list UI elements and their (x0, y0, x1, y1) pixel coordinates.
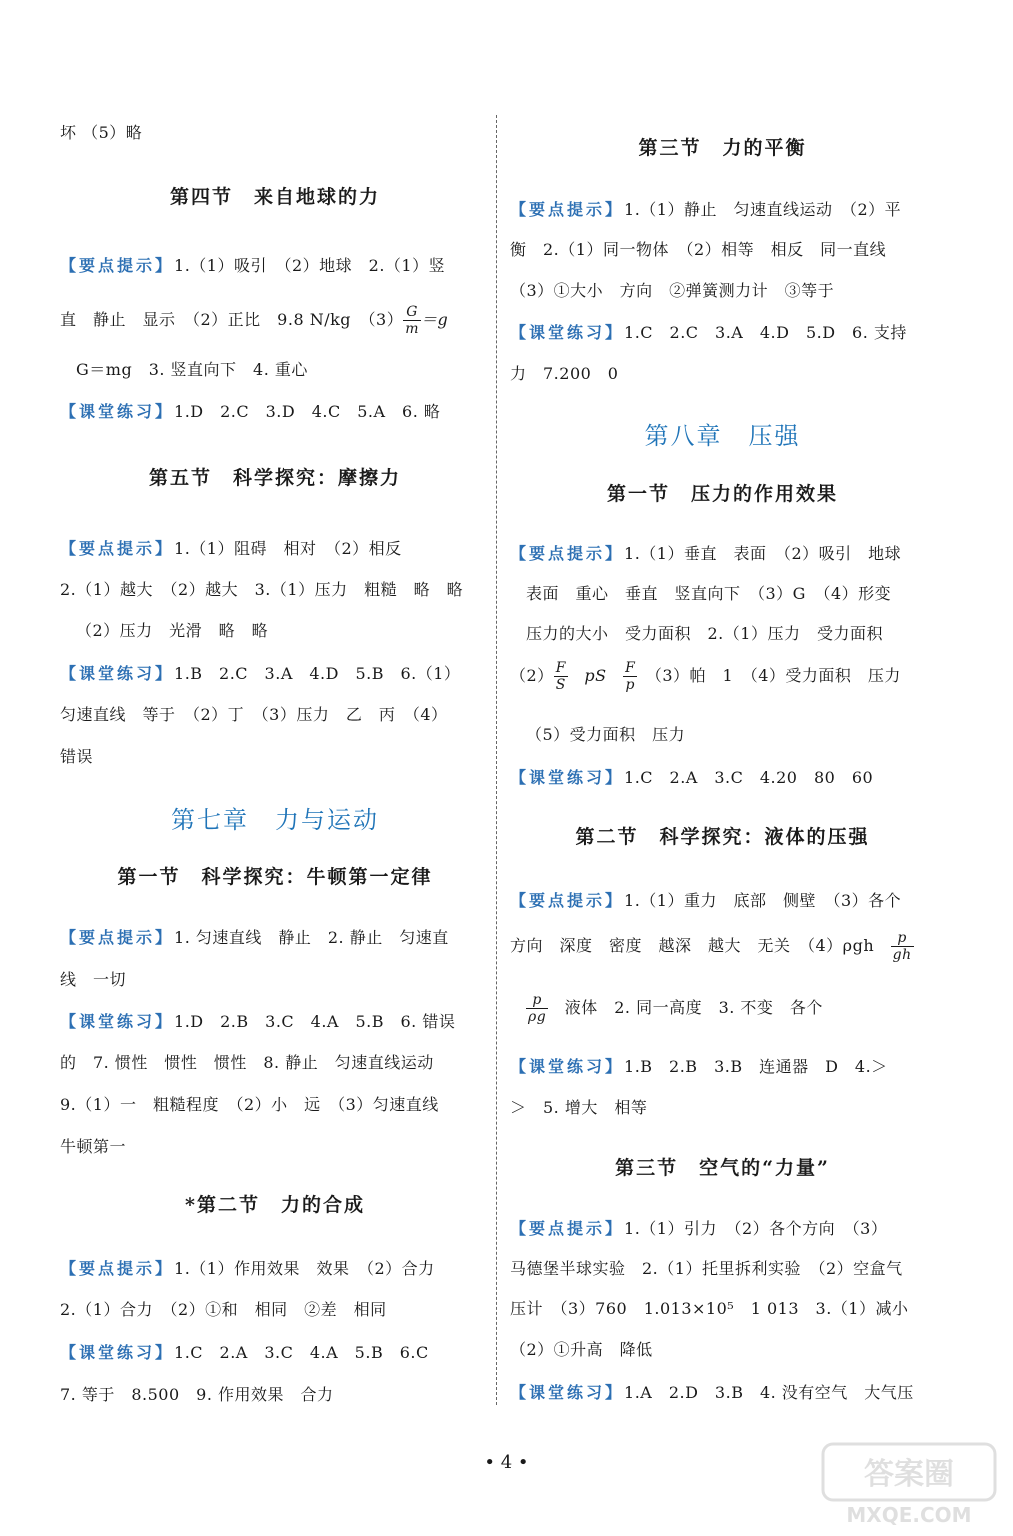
answer-text: 液体 2. 同一高度 3. 不变 各个 (564, 998, 823, 1017)
answer-text: 1.D 2.C 3.D 4.C 5.A 6. 略 (174, 402, 441, 421)
text-line (510, 660, 901, 693)
practice-tag: 【课堂练习】 (510, 1383, 625, 1402)
text-line (60, 304, 448, 337)
chapter-title: 第八章 压强 (644, 422, 801, 450)
section-title: 第一节 压力的作用效果 (606, 483, 838, 505)
practice-tag: 【课堂练习】 (510, 323, 625, 342)
key-points-tag: 【要点提示】 (510, 544, 625, 563)
fraction: $\frac{G}{m}$ (405, 304, 420, 337)
fraction: $\frac{F}{p}$ (625, 660, 636, 693)
answer-text: 1.（1）阻碍 相对 （2）相反 (174, 539, 402, 558)
text-line: （3）①大小 方向 ②弹簧测力计 ③等于 (510, 281, 835, 300)
svg-text:MXQE.COM: MXQE.COM (846, 1503, 972, 1527)
key-points-tag: 【要点提示】 (60, 1259, 175, 1278)
answer-text: 1.D 2.B 3.C 4.A 5.B 6. 错误 (174, 1012, 456, 1031)
key-points-tag: 【要点提示】 (60, 928, 175, 947)
practice-tag: 【课堂练习】 (60, 664, 175, 683)
answer-text: pS (584, 666, 607, 685)
text-line: 压力的大小 受力面积 2.（1）压力 受力面积 (526, 624, 883, 643)
practice-tag: 【课堂练习】 (510, 768, 625, 787)
fraction: $\frac{p}{gh}$ (892, 930, 912, 963)
text-line: （2）①升高 降低 (510, 1340, 653, 1359)
text-line: 错误 (60, 747, 94, 766)
key-points-tag: 【要点提示】 (510, 1219, 625, 1238)
section-title: 第三节 力的平衡 (638, 137, 807, 159)
answer-text: 1.C 2.A 3.C 4.20 80 60 (624, 768, 874, 787)
answer-text: 1.（1）引力 （2）各个方向 （3） (624, 1219, 888, 1238)
section-title: 第一节 科学探究：牛顿第一定律 (117, 866, 433, 888)
text-line: 匀速直线 等于 （2）丁 （3）压力 乙 丙 （4） (60, 705, 448, 724)
text-line (510, 1380, 914, 1403)
key-points-tag: 【要点提示】 (60, 539, 175, 558)
watermark-logo (819, 1438, 999, 1528)
text-line: （5）受力面积 压力 (526, 725, 686, 744)
text-line (510, 765, 873, 788)
text-line: 7. 等于 8.500 9. 作用效果 合力 (60, 1385, 334, 1404)
answer-text: （3）帕 1 （4）受力面积 压力 (653, 666, 901, 685)
text-line: 的 7. 惯性 惯性 惯性 8. 静止 匀速直线运动 (60, 1053, 434, 1072)
text-line (60, 253, 445, 276)
answer-text: 1.（1）静止 匀速直线运动 （2）平 (624, 200, 902, 219)
answer-text: 1.（1）作用效果 效果 （2）合力 (174, 1259, 435, 1278)
text-line (60, 536, 402, 559)
text-line (510, 888, 901, 911)
text-line: ＞ 5. 增大 相等 (510, 1098, 648, 1117)
text-line: 表面 重心 垂直 竖直向下 （3）G （4）形变 (526, 584, 892, 603)
text-line (60, 399, 440, 422)
answer-text: 1. 匀速直线 静止 2. 静止 匀速直 (174, 928, 449, 947)
section-title: *第二节 力的合成 (185, 1194, 365, 1216)
chapter-title: 第七章 力与运动 (171, 806, 379, 834)
text-line: 2.（1）合力 （2）①和 相同 ②差 相同 (60, 1300, 387, 1319)
text-line: 力 7.200 0 (510, 364, 619, 383)
text-line (510, 1216, 887, 1239)
text-line: 马德堡半球实验 2.（1）托里拆利实验 （2）空盒气 (510, 1259, 903, 1278)
section-title: 第二节 科学探究：液体的压强 (575, 826, 870, 848)
key-points-tag: 【要点提示】 (60, 256, 175, 275)
text-line (510, 541, 901, 564)
key-points-tag: 【要点提示】 (510, 891, 625, 910)
text-line: 坏 （5）略 (60, 123, 143, 142)
text-line: G＝mg 3. 竖直向下 4. 重心 (76, 360, 308, 379)
text-line (60, 925, 449, 948)
answer-text: 1.（1）吸引 （2）地球 2.（1）竖 (174, 256, 446, 275)
practice-tag: 【课堂练习】 (510, 1057, 625, 1076)
text-line (510, 1054, 888, 1077)
column-divider (496, 115, 497, 1405)
text-line: 衡 2.（1）同一物体 （2）相等 相反 同一直线 (510, 240, 887, 259)
text-line: 2.（1）越大 （2）越大 3.（1）压力 粗糙 略 略 (60, 580, 464, 599)
text-line: 牛顿第一 (60, 1137, 127, 1156)
practice-tag: 【课堂练习】 (60, 402, 175, 421)
answer-text: 1.C 2.A 3.C 4.A 5.B 6.C (174, 1343, 429, 1362)
text-line: 压计 （3）760 1.013×10⁵ 1 013 3.（1）减小 (510, 1299, 909, 1318)
text-line: 线 一切 (60, 970, 127, 989)
text-line (510, 197, 901, 220)
practice-tag: 【课堂练习】 (60, 1343, 175, 1362)
section-title: 第五节 科学探究：摩擦力 (148, 467, 401, 489)
text-line (526, 992, 823, 1025)
answer-text: ＝g (421, 310, 449, 329)
text-line (60, 1340, 429, 1363)
answer-text: 直 静止 显示 （2）正比 9.8 N/kg （3） (60, 310, 404, 329)
key-points-tag: 【要点提示】 (510, 200, 625, 219)
answer-text: （2） (510, 666, 554, 685)
answer-text: 1.（1）垂直 表面 （2）吸引 地球 (624, 544, 902, 563)
fraction: $\frac{F}{S}$ (555, 660, 566, 693)
answer-text: 1.B 2.B 3.B 连通器 D 4.＞ (624, 1057, 888, 1076)
section-title: 第四节 来自地球的力 (169, 186, 380, 208)
text-line (510, 930, 914, 963)
text-line (510, 320, 907, 343)
text-line: （2）压力 光滑 略 略 (76, 621, 269, 640)
text-line: 9.（1）一 粗糙程度 （2）小 远 （3）匀速直线 (60, 1095, 439, 1114)
answer-text: 1.C 2.C 3.A 4.D 5.D 6. 支持 (624, 323, 907, 342)
answer-text: 方向 深度 密度 越深 越大 无关 （4）ρgh (510, 936, 875, 955)
section-title: 第三节 空气的“力量” (615, 1157, 830, 1179)
svg-text:答案圈: 答案圈 (864, 1457, 954, 1492)
page-number: • 4 • (484, 1452, 529, 1473)
answer-text: 1.B 2.C 3.A 4.D 5.B 6.（1） (174, 664, 461, 683)
answer-text: 1.A 2.D 3.B 4. 没有空气 大气压 (624, 1383, 914, 1402)
text-line (60, 1256, 435, 1279)
practice-tag: 【课堂练习】 (60, 1012, 175, 1031)
text-line (60, 1009, 455, 1032)
text-line (60, 661, 460, 684)
fraction: $\frac{p}{\rho g}$ (528, 992, 547, 1025)
answer-text: 1.（1）重力 底部 侧壁 （3）各个 (624, 891, 902, 910)
